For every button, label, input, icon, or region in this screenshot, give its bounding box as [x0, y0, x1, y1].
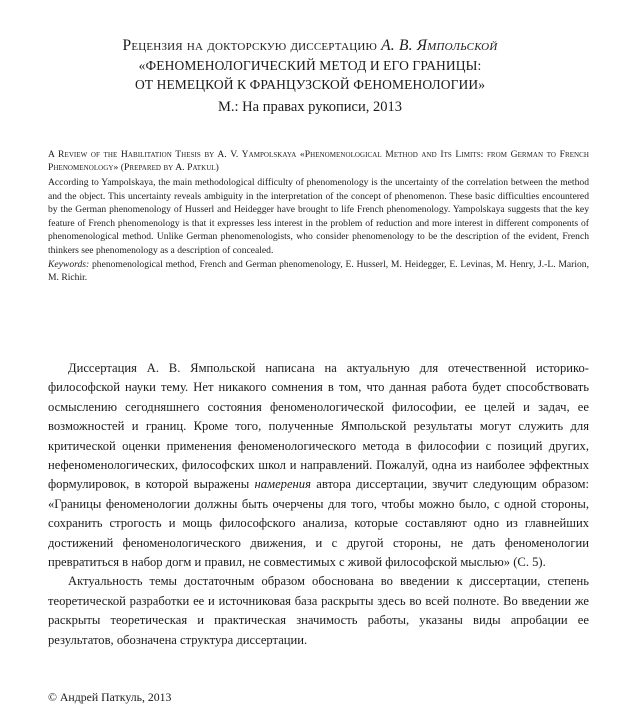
english-summary: [48, 148, 589, 285]
p1-emphasis: намерения: [254, 477, 311, 492]
review-title-author: А. В. Ямпольской: [381, 37, 498, 54]
p1-text-end: автора диссертации, звучит следующим образом: «Границы феноменологии должны быть очерчены для того, чтобы можно было, с одной стороны, сохранить строгость и мощь философского анализа, которые составляют одно из главнейших достижений феноменологического движения, и с другой стороны, не дать феноменологии превратиться в набор догм и правил, не совместимых с живой философской мыслью» (С. 5).: [48, 477, 590, 570]
body-paragraph-1: [48, 359, 589, 572]
body-text: [48, 359, 589, 650]
english-keywords: [48, 258, 589, 285]
keywords-list: phenomenological method, French and German phenomenology, E. Husserl, M. Heidegger, E. Levinas, M. Henry, J.-L. Marion, M. Richir.: [48, 258, 589, 284]
title-block: [40, 36, 580, 118]
thesis-title-line-2: ОТ НЕМЕЦКОЙ К ФРАНЦУЗСКОЙ ФЕНОМЕНОЛОГИИ»: [134, 77, 486, 92]
english-abstract: According to Yampolskaya, the main methodological difficulty of phenomenology is the uncertainty of the correlation between the method and the object. This uncertainty reveals ambiguity in the interpretation of the concept of phenomenon. These basic difficulties encountered by the German phenomenology of Husserl and Heidegger have brought to life French phenomenology. Yampolskaya suggests that the key feature of French phenomenology is that it expresses less interest in the problem of reduction and more interest in different components of phenomenological method. Unlike German phenomenologists, who consider phenomenology to be the description of the evident, French thinkers see phenomenology as a description of concealed.: [48, 177, 589, 256]
keywords-label: Keywords:: [48, 258, 90, 270]
body-paragraph-2: Актуальность темы достаточным образом обоснована во введении к диссертации, степень теоретической разработки ее и источниковая база раскрыты здесь во всей полноте. Во введении же раскрыты теоретическая и практическая значимость работы, указаны виды апробации ее результатов, обозначена структура диссертации.: [48, 574, 589, 647]
copyright-line: © Андрей Паткуль, 2013: [48, 690, 172, 704]
review-title: [40, 36, 580, 56]
p1-text-start: Диссертация А. В. Ямпольской написана на актуальную для отечественной историко-философской науки тему. Нет никакого сомнения в том, что данная работа будет способствовать осмыслению сегодняшнего состояния феноменологической философии, ее целей и задач, ее возможностей и границ. Кроме того, полученные Ямпольской результаты могут служить для критической оценки применения феноменологического метода в философии с позиций других, нефеноменологических, философских школ и направлений. Пожалуй, одна из наиболее эффектных формулировок, в которой выражены: [48, 361, 589, 492]
english-title: A Review of the Habilitation Thesis by A. V. Yampolskaya «Phenomenological Method and Its Limits: from German to French Phenomenology» (Prepared by A. Patkul): [48, 149, 589, 173]
publication-info: М.: На правах рукописи, 2013: [218, 99, 402, 115]
review-title-prefix: Рецензия на докторскую диссертацию: [122, 37, 378, 54]
thesis-title-line-1: «ФЕНОМЕНОЛОГИЧЕСКИЙ МЕТОД И ЕГО ГРАНИЦЫ:: [138, 58, 482, 73]
